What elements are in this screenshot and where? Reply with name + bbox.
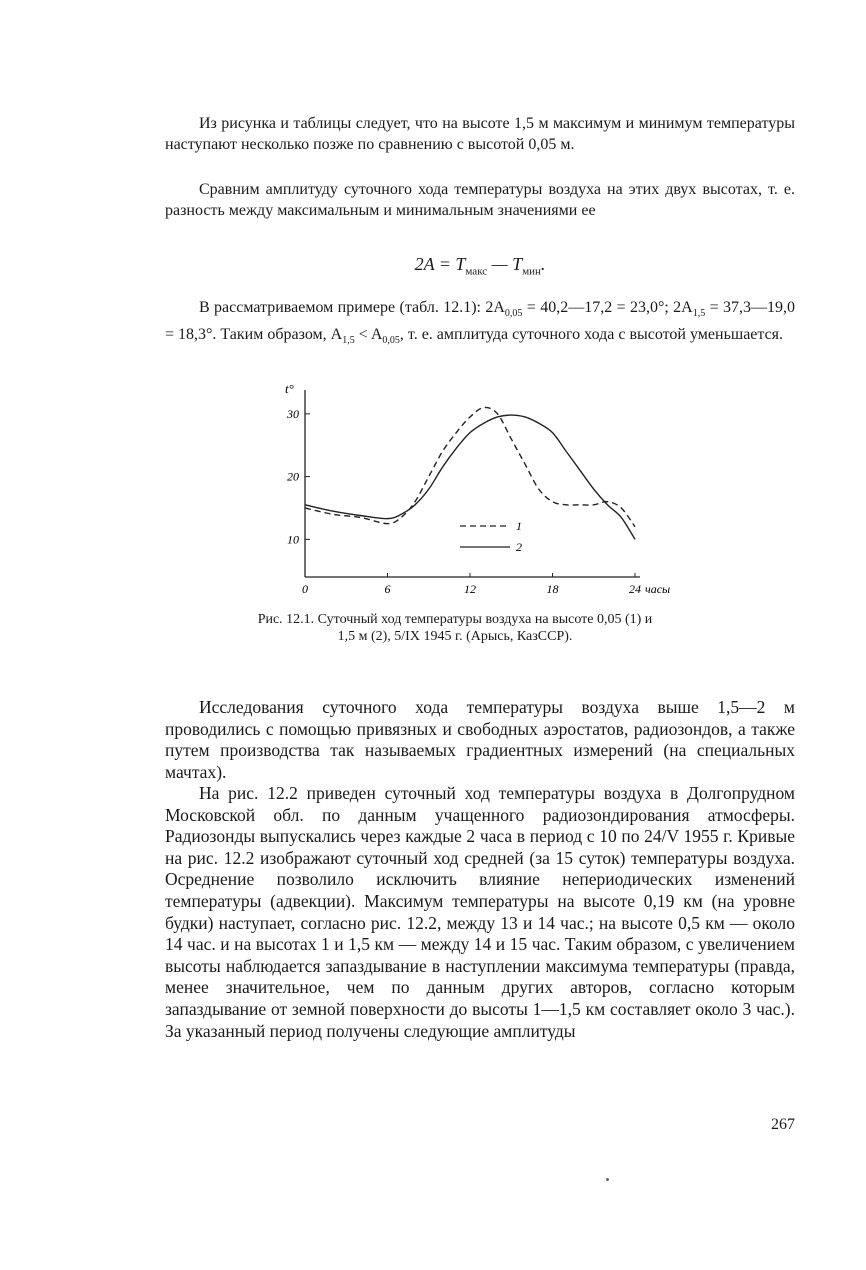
y-tick-label-2: 30 xyxy=(287,406,299,421)
legend-label-2: 2 xyxy=(516,540,522,554)
formula-eq: = xyxy=(434,254,456,274)
x-tick-label-3: 18 xyxy=(546,582,559,596)
example-sub-3: 1,5 xyxy=(342,335,355,347)
paragraph-2-text: Сравним амплитуду суточного хода температуры воздуха на этих двух высотах, т. е. разность между максимальным и минимальным значениями ее xyxy=(165,181,795,219)
amplitude-formula xyxy=(165,254,795,278)
paragraph-3-text: Исследования суточного хода температуры воздуха выше 1,5—2 м проводились с помощью привязных и свободных аэростатов, радиозондов, а также путем производства так называемых градиентных измерений (на специальных мачтах). xyxy=(165,697,795,782)
example-part-2: = 40,2—17,2 = 23,0°; 2A xyxy=(522,299,693,316)
series-1-line xyxy=(305,407,635,526)
x-tick-label-4: 24 xyxy=(629,582,641,596)
formula-t-max: T xyxy=(455,254,466,274)
temperature-chart xyxy=(270,380,690,605)
paragraph-example-text xyxy=(165,297,795,351)
figure-12-1 xyxy=(270,380,690,610)
x-tick-label-2: 12 xyxy=(464,582,476,596)
example-part-1: В рассматриваемом примере (табл. 12.1): 2A xyxy=(199,299,505,316)
print-speck xyxy=(606,1178,609,1181)
example-sub-2: 1,5 xyxy=(692,308,706,320)
formula-lhs: 2A xyxy=(414,254,435,274)
paragraph-1 xyxy=(165,113,795,155)
paragraph-2 xyxy=(165,179,795,221)
y-axis-label: t° xyxy=(285,381,294,396)
x-tick-label-1: 6 xyxy=(384,582,391,596)
y-tick-label-0: 10 xyxy=(287,532,299,547)
x-tick-label-0: 0 xyxy=(302,582,308,596)
paragraph-example xyxy=(165,297,795,351)
example-part-4: < A xyxy=(354,326,383,344)
example-part-3: = 37,3—19,0 = 18,3°. Таким образом, A xyxy=(165,299,796,344)
series-2-line xyxy=(305,415,635,539)
example-sub-1: 0,05 xyxy=(504,308,523,320)
y-tick-label-1: 20 xyxy=(287,469,299,484)
paragraph-4 xyxy=(165,783,795,1042)
example-sub-4: 0,05 xyxy=(382,335,400,347)
formula-t-min: T xyxy=(512,254,523,274)
legend-label-1: 1 xyxy=(516,519,522,533)
example-part-5: , т. е. амплитуда суточного хода с высотой уменьшается. xyxy=(399,326,784,344)
formula-t-min-sub: мин xyxy=(522,265,541,278)
paragraph-1-text: Из рисунка и таблицы следует, что на высоте 1,5 м максимум и минимум температуры наступают несколько позже по сравнению с высотой 0,05 м. xyxy=(165,115,795,153)
paragraph-4-text: На рис. 12.2 приведен суточный ход температуры воздуха в Долгопрудном Московской обл. по данным учащенного радиозондирования атмосферы. Радиозонды выпускались через каждые 2 часа в период с 10 по 24/V 1955 г. Кривые на рис. 12.2 изображают суточный ход средней (за 15 суток) температуры воздуха. Осреднение позволило исключить влияние непериодических изменений температуры (адвекции). Максимум температуры на высоте 0,19 км (на уровне будки) наступает, согласно рис. 12.2, между 13 и 14 час.; на высоте 0,5 км — около 14 час. и на высотах 1 и 1,5 км — между 14 и 15 час. Таким образом, с увеличением высоты наблюдается запаздывание в наступлении максимума температуры (правда, менее значительное, чем по данным других авторов, согласно которым запаздывание от земной поверхности до высоты 1—1,5 км составляет около 3 час.). За указанный период получены следующие амплитуды xyxy=(165,783,795,1041)
page-number: 267 xyxy=(771,1116,795,1133)
formula-t-max-sub: макс xyxy=(465,265,488,278)
formula-minus: — xyxy=(487,254,513,274)
formula-end: . xyxy=(540,254,546,274)
figure-caption: Рис. 12.1. Суточный ход температуры воздуха на высоте 0,05 (1) и 1,5 м (2), 5/IX 1945 г. (Арысь, КазССР). xyxy=(257,612,653,644)
paragraph-3 xyxy=(165,697,795,783)
x-axis-label: часы xyxy=(645,582,671,596)
